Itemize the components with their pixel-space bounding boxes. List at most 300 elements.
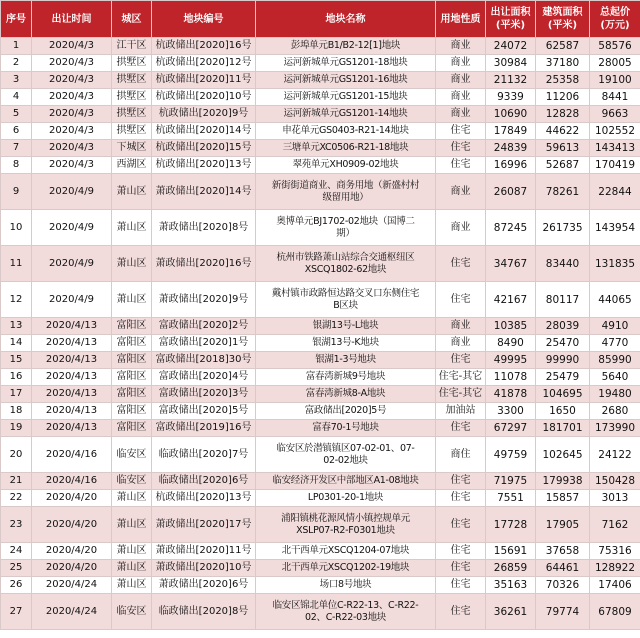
cell-name-line: 富春湾新城8-A地块 xyxy=(305,388,386,399)
cell-district: 临安区 xyxy=(112,473,152,490)
cell-area: 49759 xyxy=(486,437,536,473)
cell-use: 商业 xyxy=(436,55,486,72)
cell-name xyxy=(256,403,436,420)
cell-price: 4910 xyxy=(590,318,640,335)
cell-name-line: 杭州市铁路萧山站综合交通枢纽区 xyxy=(276,251,415,263)
cell-no: 25 xyxy=(1,560,32,577)
cell-price: 131835 xyxy=(590,246,640,282)
cell-name-line: 场口8号地块 xyxy=(319,579,372,590)
cell-code: 萧政储出[2020]10号 xyxy=(152,560,256,577)
cell-date: 2020/4/3 xyxy=(32,140,112,157)
cell-name xyxy=(256,38,436,55)
cell-code: 萧政储出[2020]8号 xyxy=(152,210,256,246)
cell-district: 富阳区 xyxy=(112,386,152,403)
cell-name xyxy=(256,157,436,174)
cell-no: 24 xyxy=(1,543,32,560)
cell-no: 16 xyxy=(1,369,32,386)
cell-name-line: 银湖1-3号地块 xyxy=(315,354,376,365)
cell-area: 9339 xyxy=(486,89,536,106)
cell-name-line: 02-02地块 xyxy=(323,454,368,466)
cell-date: 2020/4/9 xyxy=(32,210,112,246)
cell-name xyxy=(256,72,436,89)
cell-use: 商业 xyxy=(436,318,486,335)
header-district: 城区 xyxy=(112,1,152,38)
cell-price: 143413 xyxy=(590,140,640,157)
cell-no: 1 xyxy=(1,38,32,55)
cell-price: 19480 xyxy=(590,386,640,403)
cell-use: 住宅 xyxy=(436,594,486,630)
cell-no: 3 xyxy=(1,72,32,89)
cell-code: 富政储出[2020]2号 xyxy=(152,318,256,335)
header-date: 出让时间 xyxy=(32,1,112,38)
cell-no: 12 xyxy=(1,282,32,318)
cell-area: 42167 xyxy=(486,282,536,318)
table-row xyxy=(1,318,640,335)
cell-date: 2020/4/3 xyxy=(32,157,112,174)
table-row xyxy=(1,246,640,282)
cell-name-line: 运河新城单元GS1201-18地块 xyxy=(283,57,408,68)
cell-code: 临政储出[2020]6号 xyxy=(152,473,256,490)
cell-code: 富政储出[2018]30号 xyxy=(152,352,256,369)
cell-gfa: 80117 xyxy=(536,282,590,318)
cell-use: 住宅 xyxy=(436,473,486,490)
cell-use: 住宅 xyxy=(436,282,486,318)
cell-no: 18 xyxy=(1,403,32,420)
cell-price: 9663 xyxy=(590,106,640,123)
cell-use: 商业 xyxy=(436,72,486,89)
cell-gfa: 37658 xyxy=(536,543,590,560)
cell-date: 2020/4/13 xyxy=(32,352,112,369)
table-row xyxy=(1,437,640,473)
cell-area: 7551 xyxy=(486,490,536,507)
cell-name xyxy=(256,318,436,335)
cell-code: 临政储出[2020]7号 xyxy=(152,437,256,473)
cell-no: 26 xyxy=(1,577,32,594)
cell-code: 杭政储出[2020]12号 xyxy=(152,55,256,72)
cell-area: 41878 xyxy=(486,386,536,403)
cell-area: 87245 xyxy=(486,210,536,246)
cell-area: 10690 xyxy=(486,106,536,123)
cell-name-line: 临安区於潜镇镇区07-02-01、07- xyxy=(276,442,415,454)
cell-price: 3013 xyxy=(590,490,640,507)
cell-name-line: 申花单元GS0403-R21-14地块 xyxy=(282,125,409,136)
cell-date: 2020/4/9 xyxy=(32,246,112,282)
cell-name-line: 奥博单元BJ1702-02地块（国博二 xyxy=(276,215,415,227)
cell-gfa: 104695 xyxy=(536,386,590,403)
cell-no: 7 xyxy=(1,140,32,157)
cell-code: 杭政储出[2020]10号 xyxy=(152,89,256,106)
cell-use: 住宅 xyxy=(436,123,486,140)
cell-gfa: 52687 xyxy=(536,157,590,174)
cell-price: 8441 xyxy=(590,89,640,106)
cell-name xyxy=(256,352,436,369)
cell-price: 170419 xyxy=(590,157,640,174)
cell-name-line: 三塘单元XC0506-R21-18地块 xyxy=(282,142,409,153)
cell-name-line: 彭埠单元B1/B2-12[1]地块 xyxy=(290,40,401,51)
cell-area: 21132 xyxy=(486,72,536,89)
cell-no: 13 xyxy=(1,318,32,335)
cell-price: 173990 xyxy=(590,420,640,437)
cell-price: 75316 xyxy=(590,543,640,560)
cell-use: 住宅 xyxy=(436,490,486,507)
cell-gfa: 181701 xyxy=(536,420,590,437)
cell-name-line: 运河新城单元GS1201-16地块 xyxy=(283,74,408,85)
cell-gfa: 64461 xyxy=(536,560,590,577)
cell-price: 150428 xyxy=(590,473,640,490)
cell-date: 2020/4/24 xyxy=(32,577,112,594)
cell-no: 10 xyxy=(1,210,32,246)
cell-area: 30984 xyxy=(486,55,536,72)
cell-name-line: B区块 xyxy=(333,299,358,311)
cell-area: 26087 xyxy=(486,174,536,210)
cell-area: 11078 xyxy=(486,369,536,386)
cell-district: 富阳区 xyxy=(112,420,152,437)
cell-name xyxy=(256,507,436,543)
cell-use: 住宅-其它 xyxy=(436,386,486,403)
cell-gfa: 78261 xyxy=(536,174,590,210)
cell-gfa: 17905 xyxy=(536,507,590,543)
cell-code: 杭政储出[2020]13号 xyxy=(152,490,256,507)
table-row xyxy=(1,352,640,369)
cell-name xyxy=(256,106,436,123)
cell-name xyxy=(256,369,436,386)
cell-date: 2020/4/3 xyxy=(32,55,112,72)
cell-district: 萧山区 xyxy=(112,543,152,560)
table-body xyxy=(1,38,640,630)
header-code: 地块编号 xyxy=(152,1,256,38)
table-row xyxy=(1,560,640,577)
cell-no: 9 xyxy=(1,174,32,210)
cell-use: 住宅 xyxy=(436,543,486,560)
cell-code: 杭政储出[2020]11号 xyxy=(152,72,256,89)
table-row xyxy=(1,210,640,246)
cell-code: 富政储出[2020]1号 xyxy=(152,335,256,352)
cell-district: 萧山区 xyxy=(112,174,152,210)
cell-district: 西湖区 xyxy=(112,157,152,174)
cell-no: 5 xyxy=(1,106,32,123)
cell-code: 杭政储出[2020]14号 xyxy=(152,123,256,140)
cell-price: 128922 xyxy=(590,560,640,577)
cell-area: 24072 xyxy=(486,38,536,55)
cell-district: 拱墅区 xyxy=(112,123,152,140)
cell-code: 萧政储出[2020]9号 xyxy=(152,282,256,318)
cell-district: 拱墅区 xyxy=(112,106,152,123)
cell-name xyxy=(256,543,436,560)
cell-use: 住宅 xyxy=(436,140,486,157)
cell-gfa: 25358 xyxy=(536,72,590,89)
cell-name-line: 浦阳镇桃花源风情小镇控规单元 xyxy=(281,512,410,524)
cell-date: 2020/4/13 xyxy=(32,386,112,403)
cell-code: 富政储出[2020]5号 xyxy=(152,403,256,420)
cell-name-line: 级留用地） xyxy=(322,191,369,203)
cell-use: 住宅 xyxy=(436,560,486,577)
table-row xyxy=(1,89,640,106)
table-row xyxy=(1,38,640,55)
cell-district: 拱墅区 xyxy=(112,72,152,89)
table-row xyxy=(1,72,640,89)
cell-name-line: 富春湾新城9号地块 xyxy=(305,371,386,382)
cell-gfa: 99990 xyxy=(536,352,590,369)
cell-code: 萧政储出[2020]14号 xyxy=(152,174,256,210)
cell-district: 萧山区 xyxy=(112,490,152,507)
cell-name-line: 戴村镇市政路恒达路交叉口东侧住宅 xyxy=(271,287,420,299)
cell-code: 杭政储出[2020]13号 xyxy=(152,157,256,174)
cell-area: 26859 xyxy=(486,560,536,577)
cell-gfa: 59613 xyxy=(536,140,590,157)
header-area xyxy=(486,1,536,38)
header-row xyxy=(1,1,640,38)
cell-date: 2020/4/9 xyxy=(32,282,112,318)
cell-date: 2020/4/3 xyxy=(32,72,112,89)
cell-use: 商业 xyxy=(436,38,486,55)
cell-gfa: 11206 xyxy=(536,89,590,106)
header-area-unit: (平米) xyxy=(495,20,526,31)
cell-price: 67809 xyxy=(590,594,640,630)
table-row xyxy=(1,420,640,437)
table-row xyxy=(1,543,640,560)
header-name: 地块名称 xyxy=(256,1,436,38)
cell-date: 2020/4/9 xyxy=(32,174,112,210)
cell-use: 住宅 xyxy=(436,157,486,174)
cell-date: 2020/4/20 xyxy=(32,560,112,577)
cell-use: 商业 xyxy=(436,210,486,246)
cell-price: 44065 xyxy=(590,282,640,318)
cell-price: 28005 xyxy=(590,55,640,72)
cell-date: 2020/4/16 xyxy=(32,473,112,490)
cell-price: 7162 xyxy=(590,507,640,543)
cell-code: 萧政储出[2020]11号 xyxy=(152,543,256,560)
table-row xyxy=(1,369,640,386)
cell-name xyxy=(256,246,436,282)
cell-name-line: 北干西单元XSCQ1204-07地块 xyxy=(281,545,410,556)
table-row xyxy=(1,577,640,594)
header-gfa xyxy=(536,1,590,38)
cell-district: 富阳区 xyxy=(112,335,152,352)
cell-name-line: 运河新城单元GS1201-15地块 xyxy=(283,91,408,102)
cell-use: 商业 xyxy=(436,174,486,210)
cell-no: 20 xyxy=(1,437,32,473)
cell-area: 34767 xyxy=(486,246,536,282)
cell-no: 19 xyxy=(1,420,32,437)
cell-use: 商业 xyxy=(436,335,486,352)
cell-code: 萧政储出[2020]6号 xyxy=(152,577,256,594)
cell-district: 江干区 xyxy=(112,38,152,55)
cell-name xyxy=(256,89,436,106)
cell-no: 17 xyxy=(1,386,32,403)
cell-use: 加油站 xyxy=(436,403,486,420)
cell-name xyxy=(256,210,436,246)
cell-name xyxy=(256,140,436,157)
table-row xyxy=(1,157,640,174)
cell-use: 住宅 xyxy=(436,577,486,594)
cell-code: 富政储出[2019]16号 xyxy=(152,420,256,437)
cell-name-line: 翠苑单元XH0909-02地块 xyxy=(292,159,399,170)
table-row xyxy=(1,123,640,140)
cell-district: 富阳区 xyxy=(112,352,152,369)
header-area-label: 出让面积 xyxy=(490,7,531,18)
cell-no: 11 xyxy=(1,246,32,282)
cell-gfa: 28039 xyxy=(536,318,590,335)
cell-district: 萧山区 xyxy=(112,246,152,282)
cell-name xyxy=(256,282,436,318)
cell-district: 下城区 xyxy=(112,140,152,157)
cell-date: 2020/4/13 xyxy=(32,369,112,386)
cell-price: 4770 xyxy=(590,335,640,352)
cell-use: 住宅-其它 xyxy=(436,369,486,386)
cell-gfa: 25470 xyxy=(536,335,590,352)
cell-date: 2020/4/13 xyxy=(32,318,112,335)
cell-name xyxy=(256,174,436,210)
cell-no: 21 xyxy=(1,473,32,490)
table-row xyxy=(1,473,640,490)
cell-area: 15691 xyxy=(486,543,536,560)
cell-name xyxy=(256,594,436,630)
cell-no: 27 xyxy=(1,594,32,630)
table-row xyxy=(1,490,640,507)
cell-district: 拱墅区 xyxy=(112,89,152,106)
cell-use: 商业 xyxy=(436,89,486,106)
cell-name xyxy=(256,386,436,403)
cell-gfa: 25479 xyxy=(536,369,590,386)
cell-area: 16996 xyxy=(486,157,536,174)
cell-use: 住宅 xyxy=(436,352,486,369)
header-price xyxy=(590,1,640,38)
cell-gfa: 179938 xyxy=(536,473,590,490)
cell-no: 4 xyxy=(1,89,32,106)
table-row xyxy=(1,282,640,318)
cell-name-line: 运河新城单元GS1201-14地块 xyxy=(283,108,408,119)
cell-date: 2020/4/3 xyxy=(32,123,112,140)
cell-code: 富政储出[2020]4号 xyxy=(152,369,256,386)
cell-price: 17406 xyxy=(590,577,640,594)
cell-price: 102552 xyxy=(590,123,640,140)
cell-district: 临安区 xyxy=(112,594,152,630)
cell-date: 2020/4/24 xyxy=(32,594,112,630)
cell-area: 8490 xyxy=(486,335,536,352)
cell-gfa: 102645 xyxy=(536,437,590,473)
cell-date: 2020/4/13 xyxy=(32,420,112,437)
cell-name-line: 北干西单元XSCQ1202-19地块 xyxy=(281,562,410,573)
cell-district: 拱墅区 xyxy=(112,55,152,72)
cell-district: 萧山区 xyxy=(112,210,152,246)
cell-date: 2020/4/20 xyxy=(32,507,112,543)
cell-name-line: XSCQ1802-62地块 xyxy=(304,263,387,275)
cell-district: 萧山区 xyxy=(112,560,152,577)
cell-name-line: 银湖13号-L地块 xyxy=(312,320,379,331)
cell-name-line: 临安经济开发区中部地区A1-08地块 xyxy=(272,475,419,486)
cell-gfa: 12828 xyxy=(536,106,590,123)
table-row xyxy=(1,594,640,630)
cell-price: 143954 xyxy=(590,210,640,246)
table-row xyxy=(1,335,640,352)
cell-use: 住宅 xyxy=(436,420,486,437)
header-gfa-label: 建筑面积 xyxy=(542,7,583,18)
cell-name xyxy=(256,55,436,72)
header-price-unit: (万元) xyxy=(600,20,630,31)
cell-area: 10385 xyxy=(486,318,536,335)
cell-no: 15 xyxy=(1,352,32,369)
cell-code: 杭政储出[2020]16号 xyxy=(152,38,256,55)
cell-gfa: 79774 xyxy=(536,594,590,630)
cell-code: 萧政储出[2020]16号 xyxy=(152,246,256,282)
cell-gfa: 62587 xyxy=(536,38,590,55)
cell-area: 67297 xyxy=(486,420,536,437)
cell-price: 24122 xyxy=(590,437,640,473)
cell-name-line: 新街街道商业、商务用地（新盛村村 xyxy=(271,179,420,191)
cell-name xyxy=(256,490,436,507)
table-row xyxy=(1,140,640,157)
cell-area: 36261 xyxy=(486,594,536,630)
cell-name-line: XSLP07-R2-F0301地块 xyxy=(296,524,395,536)
table-row xyxy=(1,403,640,420)
cell-date: 2020/4/3 xyxy=(32,106,112,123)
cell-gfa: 15857 xyxy=(536,490,590,507)
cell-date: 2020/4/20 xyxy=(32,490,112,507)
cell-district: 富阳区 xyxy=(112,318,152,335)
table-row xyxy=(1,106,640,123)
cell-area: 35163 xyxy=(486,577,536,594)
cell-gfa: 44622 xyxy=(536,123,590,140)
cell-price: 22844 xyxy=(590,174,640,210)
cell-date: 2020/4/16 xyxy=(32,437,112,473)
cell-district: 富阳区 xyxy=(112,369,152,386)
cell-date: 2020/4/3 xyxy=(32,38,112,55)
cell-area: 71975 xyxy=(486,473,536,490)
cell-name-line: 临安区锦北单位C-R22-13、C-R22- xyxy=(272,599,419,611)
cell-area: 3300 xyxy=(486,403,536,420)
cell-code: 杭政储出[2020]9号 xyxy=(152,106,256,123)
header-no: 序号 xyxy=(1,1,32,38)
cell-name-line: 富政储出[2020]5号 xyxy=(304,405,387,416)
cell-no: 6 xyxy=(1,123,32,140)
cell-price: 5640 xyxy=(590,369,640,386)
cell-gfa: 83440 xyxy=(536,246,590,282)
cell-code: 杭政储出[2020]15号 xyxy=(152,140,256,157)
cell-name xyxy=(256,437,436,473)
cell-date: 2020/4/13 xyxy=(32,335,112,352)
cell-no: 22 xyxy=(1,490,32,507)
cell-name xyxy=(256,335,436,352)
cell-gfa: 261735 xyxy=(536,210,590,246)
cell-district: 萧山区 xyxy=(112,577,152,594)
cell-price: 2680 xyxy=(590,403,640,420)
cell-name xyxy=(256,123,436,140)
table-row xyxy=(1,507,640,543)
cell-gfa: 37180 xyxy=(536,55,590,72)
cell-name-line: 富春70-1号地块 xyxy=(312,422,379,433)
header-gfa-unit: (平米) xyxy=(547,20,578,31)
cell-no: 2 xyxy=(1,55,32,72)
cell-area: 17849 xyxy=(486,123,536,140)
cell-name xyxy=(256,473,436,490)
header-use: 用地性质 xyxy=(436,1,486,38)
cell-name-line: 银湖13号-K地块 xyxy=(312,337,379,348)
table-row xyxy=(1,55,640,72)
cell-date: 2020/4/20 xyxy=(32,543,112,560)
cell-price: 85990 xyxy=(590,352,640,369)
cell-name-line: LP0301-20-1地块 xyxy=(307,492,384,503)
cell-no: 8 xyxy=(1,157,32,174)
cell-district: 萧山区 xyxy=(112,282,152,318)
cell-area: 17728 xyxy=(486,507,536,543)
cell-use: 住宅 xyxy=(436,246,486,282)
cell-no: 14 xyxy=(1,335,32,352)
table-row xyxy=(1,174,640,210)
cell-price: 19100 xyxy=(590,72,640,89)
cell-area: 24839 xyxy=(486,140,536,157)
cell-gfa: 70326 xyxy=(536,577,590,594)
cell-use: 商业 xyxy=(436,106,486,123)
